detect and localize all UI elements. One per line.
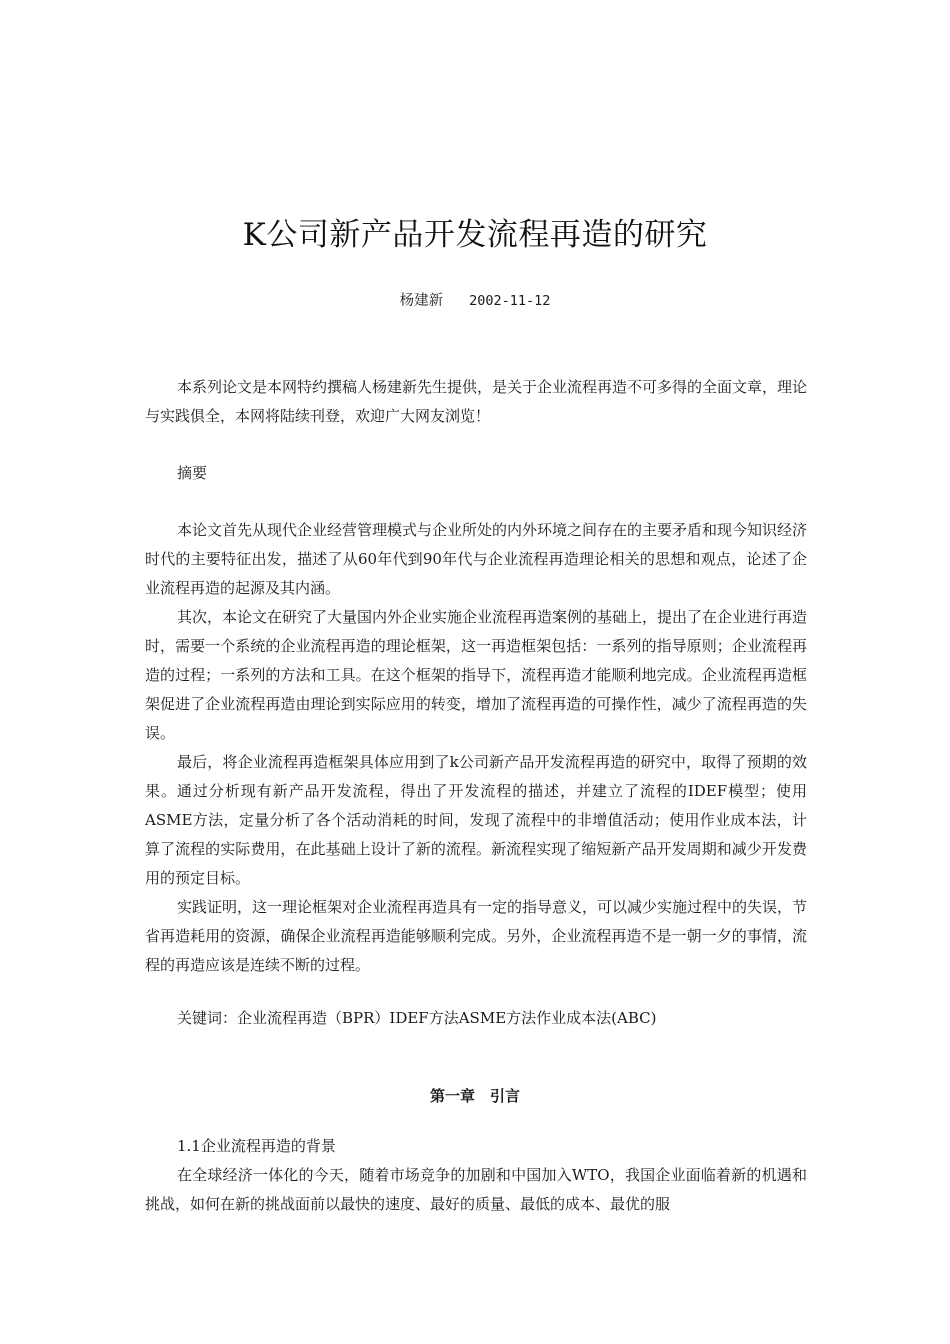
publish-date: 2002-11-12: [469, 293, 551, 309]
document-title: K公司新产品开发流程再造的研究: [242, 217, 708, 253]
keywords-line: 关键词：企业流程再造（BPR）IDEF方法ASME方法作业成本法(ABC): [177, 1009, 657, 1027]
chapter-heading: 第一章 引言: [429, 1087, 520, 1105]
abstract-paragraph: 其次，本论文在研究了大量国内外企业实施企业流程再造案例的基础上，提出了在企业进行再造时，需要一个系统的企业流程再造的理论框架，这一再造框架包括：一系列的指导原则；企业流程再造的过程；一系列的方法和工具。在这个框架的指导下，流程再造才能顺利地完成。企业流程再造框架促进了企业流程再造由理论到实际应用的转变，增加了流程再造的可操作性，减少了流程再造的失误。: [145, 608, 808, 742]
section-block: [145, 1132, 807, 1219]
byline: [0, 290, 950, 312]
author-name: 杨建新: [399, 293, 444, 309]
intro-paragraph: 本系列论文是本网特约撰稿人杨建新先生提供，是关于企业流程再造不可多得的全面文章，理论与实践俱全，本网将陆续刊登，欢迎广大网友浏览！: [145, 378, 808, 425]
abstract-paragraph: 本论文首先从现代企业经营管理模式与企业所处的内外环境之间存在的主要矛盾和现今知识经济时代的主要特征出发，描述了从60年代到90年代与企业流程再造理论相关的思想和观点，论述了企业流程再造的起源及其内涵。: [145, 521, 808, 597]
abstract-body: [145, 516, 807, 980]
abstract-heading: 摘要: [177, 464, 208, 482]
abstract-paragraph: 最后，将企业流程再造框架具体应用到了k公司新产品开发流程再造的研究中，取得了预期的效果。通过分析现有新产品开发流程，得出了开发流程的描述，并建立了流程的IDEF模型；使用ASME方法，定量分析了各个活动消耗的时间，发现了流程中的非增值活动；使用作业成本法，计算了流程的实际费用，在此基础上设计了新的流程。新流程实现了缩短新产品开发周期和减少开发费用的预定目标。: [145, 753, 807, 887]
intro-block: [145, 373, 807, 431]
abstract-paragraph: 实践证明，这一理论框架对企业流程再造具有一定的指导意义，可以减少实施过程中的失误，节省再造耗用的资源，确保企业流程再造能够顺利完成。另外，企业流程再造不是一朝一夕的事情，流程的再造应该是连续不断的过程。: [145, 898, 808, 974]
abstract-heading-block: [145, 459, 807, 488]
keywords-block: [145, 1004, 807, 1033]
section-heading: 1.1企业流程再造的背景: [177, 1137, 336, 1155]
section-paragraph: 在全球经济一体化的今天，随着市场竞争的加剧和中国加入WTO，我国企业面临着新的机遇和挑战，如何在新的挑战面前以最快的速度、最好的质量、最低的成本、最优的服: [145, 1166, 807, 1213]
